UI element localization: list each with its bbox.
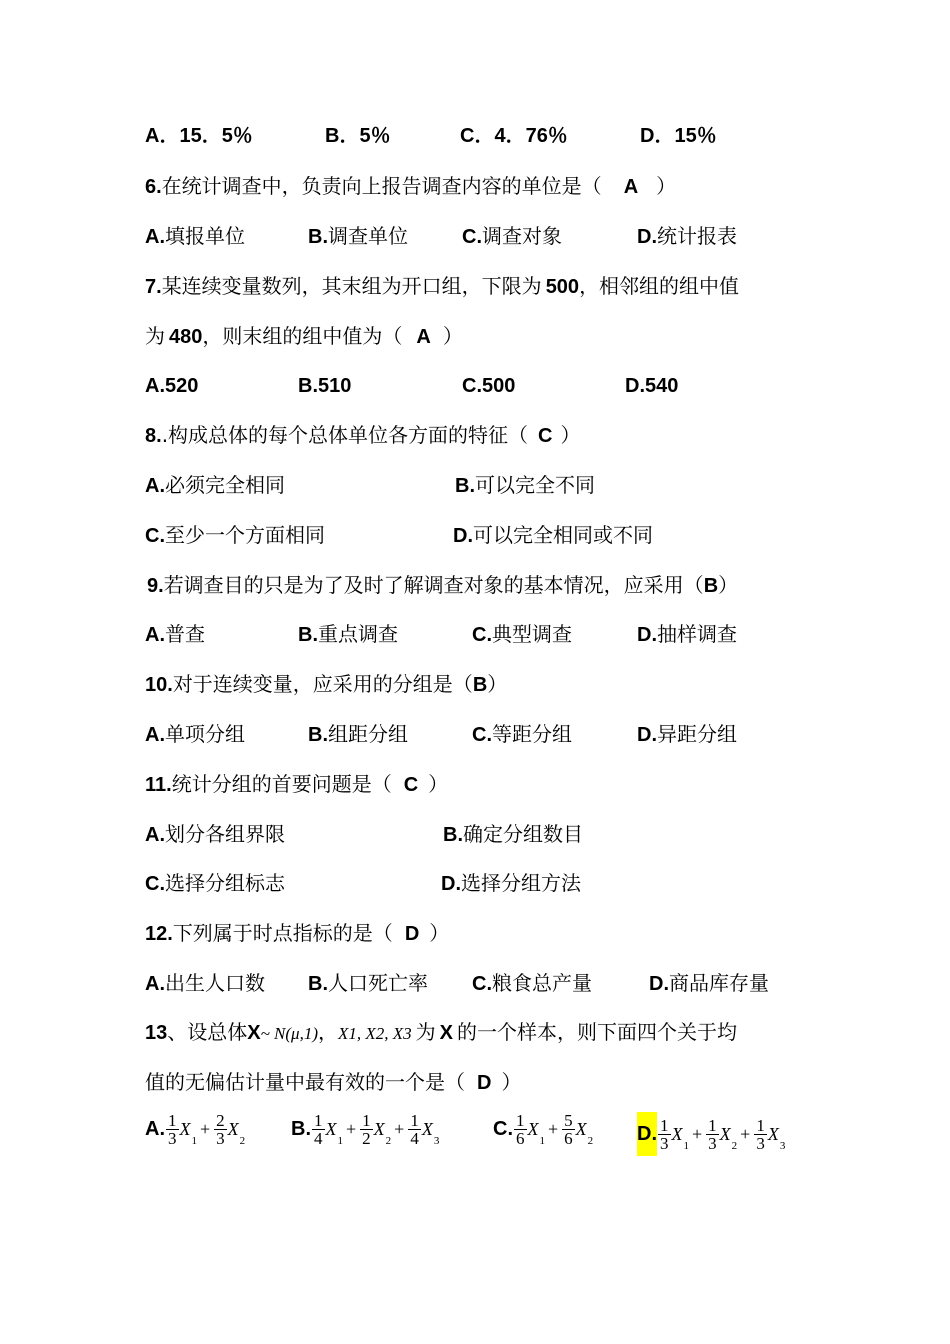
q13-option-d-letter-highlighted: D. [637, 1112, 657, 1156]
fraction-numerator: 1 [362, 1111, 371, 1130]
q7-question-line1 [145, 272, 739, 301]
q9-answer: B [703, 575, 719, 597]
q10-option-b [308, 720, 408, 749]
q12-option-b-letter: B. [308, 973, 328, 995]
plus-sign: + [346, 1119, 357, 1139]
q11-option-b [443, 820, 583, 849]
subscript: 1 [191, 1135, 197, 1147]
q12-option-d-letter: D. [649, 973, 669, 995]
fraction-numerator: 1 [756, 1116, 765, 1135]
q8-number: 8. [145, 425, 162, 447]
plus-sign: + [394, 1119, 405, 1139]
q5-option-d: D．15％ [640, 125, 717, 147]
variable: X [227, 1119, 239, 1139]
q11-answer: C [403, 774, 419, 796]
q10-text: 对于连续变量，应采用的分组是（ [172, 672, 473, 696]
q12-option-c-letter: C. [472, 973, 492, 995]
variable: X [179, 1119, 191, 1139]
q12-option-c-text: 粮食总产量 [492, 971, 592, 995]
q13-close: ） [501, 1070, 522, 1094]
q10-close: ） [487, 672, 508, 696]
subscript: 3 [433, 1135, 440, 1147]
fraction-numerator: 1 [708, 1116, 717, 1135]
q11-option-a-text: 划分各组界限 [165, 822, 285, 846]
q13-text1: 、设总体 [167, 1020, 248, 1044]
q9-number: 9. [147, 575, 164, 597]
q8-option-d-letter: D. [453, 525, 473, 547]
q6-option-b-letter: B. [308, 226, 328, 248]
q13-option-c [493, 1112, 593, 1155]
q7-value2: 480 [169, 326, 203, 348]
fraction-denominator: 6 [516, 1129, 525, 1148]
fraction-denominator: 6 [564, 1129, 573, 1148]
q13-text3: 的一个样本，则下面四个关于均 [457, 1020, 737, 1044]
plus-sign: + [548, 1119, 559, 1139]
q8-option-b-letter: B. [455, 475, 475, 497]
q6-option-c-letter: C. [462, 226, 482, 248]
q8-text: .构成总体的每个总体单位各方面的特征（ [161, 423, 529, 447]
q13-sample: X1, X2, X3 [338, 1024, 412, 1043]
q6-option-c-text: 调查对象 [482, 224, 562, 248]
q7-option-b: B.510 [298, 375, 352, 397]
q8-option-c [145, 521, 325, 550]
plus-sign: + [200, 1119, 211, 1139]
q7-number: 7. [145, 276, 162, 298]
q10-answer: B [472, 674, 488, 696]
fraction-denominator: 3 [708, 1134, 717, 1153]
q10-option-a-letter: A. [145, 724, 165, 746]
q7-line2-a: 为 [145, 324, 165, 348]
fraction-numerator: 5 [564, 1111, 573, 1130]
q13-text2: 为 [415, 1020, 436, 1044]
q10-option-b-text: 组距分组 [328, 722, 408, 746]
q13-option-a-letter: A. [145, 1118, 165, 1140]
fraction-numerator: 1 [660, 1116, 669, 1135]
q7-close: ） [442, 324, 463, 348]
fraction [514, 1112, 527, 1147]
q11-option-c [145, 869, 285, 898]
subscript: 2 [385, 1135, 392, 1147]
q6-number: 6. [145, 176, 162, 198]
q10-option-a-text: 单项分组 [165, 722, 245, 746]
q7-answer: A [416, 326, 431, 348]
q13-option-a [145, 1112, 245, 1155]
q12-option-a-text: 出生人口数 [165, 971, 265, 995]
plus-sign: + [692, 1124, 703, 1144]
q7-option-a: A.520 [145, 375, 199, 397]
q6-option-b [308, 222, 408, 251]
q6-option-a-text: 填报单位 [165, 224, 245, 248]
fraction-denominator: 4 [410, 1129, 419, 1148]
q11-option-a-letter: A. [145, 824, 165, 846]
fraction-denominator: 3 [660, 1134, 669, 1153]
q9-question [147, 571, 738, 600]
q11-close: ） [428, 772, 449, 796]
q13-option-d-formula [657, 1116, 786, 1153]
q12-answer: D [404, 923, 420, 945]
q8-option-c-letter: C. [145, 525, 165, 547]
q10-option-b-letter: B. [308, 724, 328, 746]
variable: X [527, 1119, 539, 1139]
q13-option-a-formula [165, 1111, 246, 1148]
q9-text: 若调查目的只是为了及时了解调查对象的基本情况，应采用（ [163, 573, 704, 597]
q10-question [145, 670, 507, 699]
q13-line2: 值的无偏估计量中最有效的一个是（ [145, 1070, 465, 1094]
plus-sign: + [740, 1124, 751, 1144]
subscript: 2 [731, 1140, 738, 1152]
q7-text2: ，相邻组的组中值 [579, 274, 740, 298]
q8-option-b [455, 471, 595, 500]
q8-option-d-text: 可以完全相同或不同 [473, 523, 653, 547]
fraction [706, 1117, 719, 1152]
q9-option-b-text: 重点调查 [318, 622, 398, 646]
q6-answer: A [623, 176, 639, 198]
q7-option-d: D.540 [625, 375, 679, 397]
q11-option-d [441, 869, 581, 898]
q13-var-x2: X [439, 1022, 453, 1044]
q8-option-a [145, 471, 285, 500]
q13-answer: D [477, 1072, 492, 1094]
q7-option-c: C.500 [462, 375, 516, 397]
variable: X [373, 1119, 385, 1139]
q8-option-a-text: 必须完全相同 [165, 473, 285, 497]
q6-option-d-text: 统计报表 [657, 224, 737, 248]
q6-option-b-text: 调查单位 [328, 224, 408, 248]
variable: X [719, 1124, 731, 1144]
q13-comma: ， [318, 1020, 338, 1044]
q12-close: ） [429, 921, 450, 945]
q9-option-a [145, 620, 205, 649]
q8-question [145, 421, 581, 450]
q13-option-c-formula [513, 1111, 594, 1148]
q9-close: ） [718, 573, 739, 597]
fraction-numerator: 1 [168, 1111, 177, 1130]
q8-option-b-text: 可以完全不同 [475, 473, 595, 497]
q11-option-d-letter: D. [441, 873, 461, 895]
q10-option-a [145, 720, 245, 749]
q9-option-b [298, 620, 398, 649]
q5-option-a: A．15．5％ [145, 125, 253, 147]
variable: X [671, 1124, 683, 1144]
fraction [166, 1112, 179, 1147]
q13-option-d [637, 1112, 785, 1160]
q12-option-d-text: 商品库存量 [669, 971, 769, 995]
q12-option-a [145, 969, 265, 998]
fraction [408, 1112, 421, 1147]
q9-option-c [472, 620, 572, 649]
q6-option-d-letter: D. [637, 226, 657, 248]
q9-option-a-text: 普查 [165, 622, 205, 646]
q7-question-line2 [145, 322, 463, 351]
fraction-numerator: 2 [216, 1111, 225, 1130]
fraction-numerator: 1 [410, 1111, 419, 1130]
subscript: 1 [337, 1135, 343, 1147]
fraction-denominator: 3 [168, 1129, 177, 1148]
q11-text: 统计分组的首要问题是（ [171, 772, 392, 796]
q13-number: 13 [145, 1022, 168, 1044]
q9-option-c-text: 典型调查 [492, 622, 572, 646]
q11-option-d-text: 选择分组方法 [461, 871, 581, 895]
q8-close: ） [560, 423, 581, 447]
fraction-denominator: 3 [756, 1134, 765, 1153]
q6-text: 在统计调查中，负责向上报告调查内容的单位是（ [161, 174, 602, 198]
fraction [312, 1112, 325, 1147]
q8-answer: C [538, 425, 553, 447]
q13-var-x: X [247, 1022, 261, 1044]
q5-option-b: B．5％ [325, 125, 391, 147]
q9-option-a-letter: A. [145, 624, 165, 646]
q9-option-b-letter: B. [298, 624, 318, 646]
variable: X [421, 1119, 433, 1139]
variable: X [575, 1119, 587, 1139]
variable: X [325, 1119, 337, 1139]
fraction [562, 1112, 575, 1147]
fraction [658, 1117, 671, 1152]
subscript: 3 [779, 1140, 786, 1152]
q13-option-b-letter: B. [291, 1118, 311, 1140]
q12-question [145, 919, 449, 948]
subscript: 1 [539, 1135, 545, 1147]
subscript: 2 [587, 1135, 594, 1147]
q9-option-d-text: 抽样调查 [657, 622, 737, 646]
q11-option-b-text: 确定分组数目 [463, 822, 583, 846]
q12-number: 12. [145, 923, 173, 945]
q9-option-d [637, 620, 737, 649]
q8-option-d [453, 521, 653, 550]
q13-question-line2 [145, 1068, 521, 1097]
q12-option-b-text: 人口死亡率 [328, 971, 428, 995]
q11-option-a [145, 820, 285, 849]
q9-option-d-letter: D. [637, 624, 657, 646]
fraction [754, 1117, 767, 1152]
q10-option-d-letter: D. [637, 724, 657, 746]
q6-option-c [462, 222, 562, 251]
q7-line2-b: ，则末组的组中值为（ [202, 324, 403, 348]
q9-option-c-letter: C. [472, 624, 492, 646]
q10-option-d [637, 720, 737, 749]
q10-option-d-text: 异距分组 [657, 722, 737, 746]
q6-option-a-letter: A. [145, 226, 165, 248]
q10-number: 10. [145, 674, 173, 696]
q6-option-a [145, 222, 245, 251]
q11-option-c-text: 选择分组标志 [165, 871, 285, 895]
q12-option-c [472, 969, 592, 998]
subscript: 1 [683, 1140, 689, 1152]
q13-distribution: ~ N(μ,1) [260, 1024, 318, 1043]
q11-number: 11. [145, 774, 172, 796]
fraction-denominator: 2 [362, 1129, 371, 1148]
fraction [214, 1112, 227, 1147]
fraction [360, 1112, 373, 1147]
q10-option-c-letter: C. [472, 724, 492, 746]
q7-value1: 500 [545, 276, 580, 298]
q6-question [145, 172, 676, 201]
q13-option-b [291, 1112, 439, 1155]
q5-option-c: C．4．76％ [460, 125, 568, 147]
q12-option-d [649, 969, 769, 998]
q8-option-c-text: 至少一个方面相同 [165, 523, 325, 547]
q12-option-a-letter: A. [145, 973, 165, 995]
q8-option-a-letter: A. [145, 475, 165, 497]
q10-option-c [472, 720, 572, 749]
subscript: 2 [239, 1135, 246, 1147]
q11-question [145, 770, 448, 799]
q11-option-b-letter: B. [443, 824, 463, 846]
q13-question-line1 [145, 1018, 737, 1048]
q13-option-c-letter: C. [493, 1118, 513, 1140]
q11-option-c-letter: C. [145, 873, 165, 895]
fraction-numerator: 1 [516, 1111, 525, 1130]
q12-text: 下列属于时点指标的是（ [172, 921, 393, 945]
variable: X [767, 1124, 779, 1144]
q13-option-b-formula [311, 1111, 440, 1148]
q7-text1: 某连续变量数列，其末组为开口组，下限为 [161, 274, 542, 298]
fraction-numerator: 1 [314, 1111, 323, 1130]
q12-option-b [308, 969, 428, 998]
q6-option-d [637, 222, 737, 251]
q6-close: ） [656, 174, 677, 198]
fraction-denominator: 4 [314, 1129, 323, 1148]
fraction-denominator: 3 [216, 1129, 225, 1148]
q10-option-c-text: 等距分组 [492, 722, 572, 746]
